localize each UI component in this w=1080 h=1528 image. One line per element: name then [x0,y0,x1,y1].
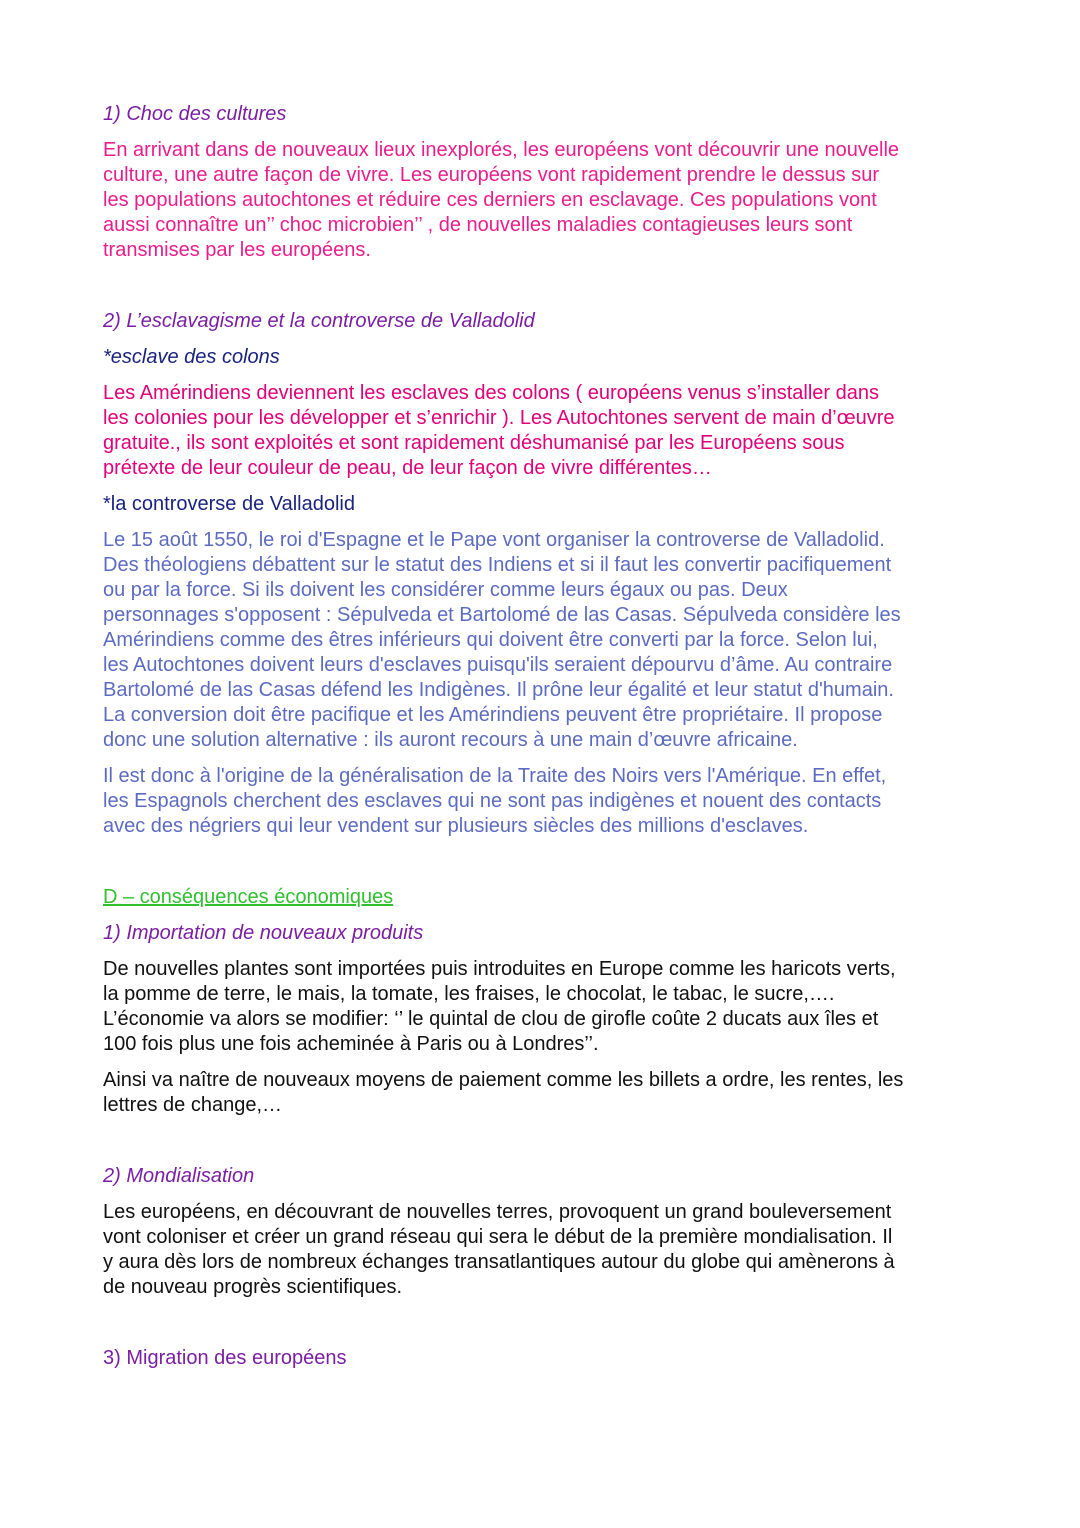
section-title-esclavagisme: 2) L’esclavagisme et la controverse de Valladolid [103,310,535,332]
section-title-choc-des-cultures: 1) Choc des cultures [103,103,287,125]
document-page [103,102,983,1371]
subtitle-importation-produits: 1) Importation de nouveaux produits [103,922,424,944]
paragraph-mondialisation: Les européens, en découvrant de nouvelles terres, provoquent un grand bouleversement vont coloniser et créer un grand réseau qui sera le début de la première mondialisation. Il y aura dès lors de nombreux échanges transatlantiques autour du globe qui amènerons à de nouveau progrès scientifiques. [103,1201,895,1298]
paragraph-esclave-des-colons: Les Amérindiens deviennent les esclaves des colons ( européens venus s’installer dans les colonies pour les développer et s’enrichir ). Les Autochtones servent de main d’œuvre gratuite., ils sont exploités et sont rapidement déshumanisé par les Européens sous prétexte de leur couleur de peau, de leur façon de vivre différentes… [103,382,895,479]
paragraph-moyens-de-paiement: Ainsi va naître de nouveaux moyens de paiement comme les billets a ordre, les rentes, les lettres de change,… [103,1069,904,1116]
paragraph-importation-produits: De nouvelles plantes sont importées puis introduites en Europe comme les haricots verts, la pomme de terre, le mais, la tomate, les fraises, le chocolat, le tabac, le sucre,…. L’économie va alors se modifier: ‘’ le quintal de clou de girofle coûte 2 ducats aux îles et 100 fois plus une fois acheminée à Paris ou à Londres’’. [103,958,896,1055]
paragraph-choc-des-cultures: En arrivant dans de nouveaux lieux inexplorés, les européens vont découvrir une nouvelle culture, une autre façon de vivre. Les européens vont rapidement prendre le dessus sur les populations autochtones et réduire ces derniers en esclavage. Ces populations vont aussi connaître un’’ choc microbien’’ , de nouvelles maladies contagieuses leurs sont transmises par les européens. [103,139,900,261]
subtitle-migration-europeens: 3) Migration des européens [103,1347,347,1369]
paragraph-traite-des-noirs: Il est donc à l'origine de la généralisation de la Traite des Noirs vers l'Amérique. En effet, les Espagnols cherchent des esclaves qui ne sont pas indigènes et nouent des contacts avec des négriers qui leur vendent sur plusieurs siècles des millions d'esclaves. [103,765,887,837]
subtitle-mondialisation: 2) Mondialisation [103,1165,255,1187]
paragraph-controverse-valladolid: Le 15 août 1550, le roi d'Espagne et le Pape vont organiser la controverse de Valladolid. Des théologiens débattent sur le statut des Indiens et si il faut les convertir pacifiquement ou par la force. Si ils doivent les considérer comme leurs égaux ou pas. Deux personnages s'opposent : Sépulveda et Bartolomé de las Casas. Sépulveda considère les Amérindiens comme des êtres inférieurs qui doivent être converti par la force. Selon lui, les Autochtones doivent leurs d'esclaves puisqu'ils seraient dépourvu d’âme. Au contraire Bartolomé de las Casas défend les Indigènes. Il prône leur égalité et leur statut d'humain. La conversion doit être pacifique et les Amérindiens peuvent être propriétaire. Il propose donc une solution alternative : ils auront recours à une main d’œuvre africaine. [103,529,901,751]
subtitle-controverse-valladolid: *la controverse de Valladolid [103,493,356,515]
section-title-consequences-economiques: D – conséquences économiques [103,886,394,908]
subtitle-esclave-des-colons: *esclave des colons [103,346,280,368]
